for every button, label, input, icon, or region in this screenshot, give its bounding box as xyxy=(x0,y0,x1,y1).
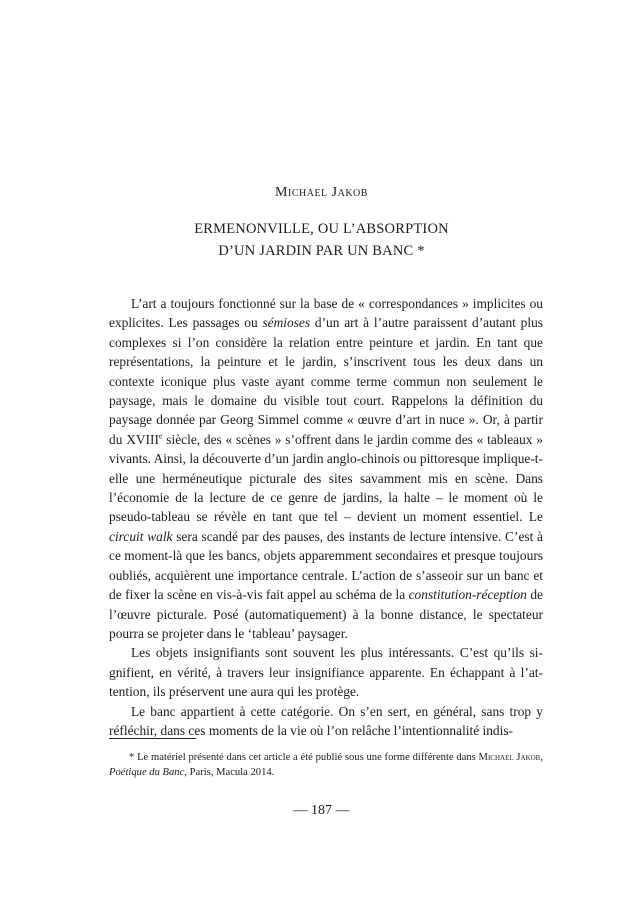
article-title xyxy=(0,218,643,262)
paragraph-1-italic-semioses: sémioses xyxy=(262,315,311,331)
paragraph-1-text-a: L’art a toujours fonctionné sur la base de « correspondances » implicites ou explicites. Les passages ou xyxy=(109,296,543,331)
paragraph-1-italic-constitution: constitution-réception xyxy=(408,587,527,603)
paragraph-1-superscript: e xyxy=(158,431,163,441)
footnote-text-e: , Paris, Macula 2014. xyxy=(184,767,275,778)
title-line-2: D’UN JARDIN PAR UN BANC * xyxy=(218,243,425,259)
paragraph-3: Le banc appartient à cette catégorie. On s’en sert, en général, sans trop y réfléchir, dans ces moments de la vie où l’on relâche l’intentionnalité indis- xyxy=(109,703,543,738)
author-name: Michael Jakob xyxy=(275,185,368,200)
footnote-author: Michael Jakob xyxy=(478,752,541,763)
paragraph-1-text-g: sera scandé par des pauses, des instants de lecture intensive. C’est à ce moment-là que les bancs, objets apparemment secondaires et presque toujours oubliés, acquièrent une importance centrale. L’action de s’asseoir sur un banc et de fixer la scène en vis-à-vis fait appel au schéma de la xyxy=(109,528,543,603)
paragraph-1-text-e: siècle, des « scènes » s’offrent dans le jardin comme des « tableaux » vivants. Ainsi, la découverte d’un jardin anglo-chinois ou pittoresque implique-t-elle une herméneutique picturale des sites savamment mis en scène. Dans l’économie de la lecture de ce genre de jardins, la halte – le moment où le pseudo-tableau se révèle en tant que tel – devient un moment essentiel. Le xyxy=(109,431,543,525)
footnote xyxy=(109,750,543,780)
paragraph-1-text-c: d’un art à l’autre paraissent d’autant plus complexes si l’on considère la relation entre peinture et jardin. En tant que représentations, la peinture et le jardin, s’inscrivent tous les deux dans un contexte iconique plus vaste ayant comme terme commun non seulement le paysage, mais le domaine du visible tout court. Rappelons la définition du paysage donnée par Georg Simmel comme « œuvre d’art in nuce ». Or, à partir du XVIII xyxy=(109,315,543,447)
footnote-text-c: , xyxy=(540,752,544,763)
title-line-1: ERMENONVILLE, OU L’ABSORPTION xyxy=(194,221,449,237)
page-number: — 187 — xyxy=(293,803,350,818)
footnote-text-a: * Le matériel présenté dans cet article a été publié sous une forme différente dans xyxy=(129,752,479,763)
paragraph-1-italic-circuit-walk: circuit walk xyxy=(109,528,173,544)
paragraph-1-text-i: de l’œuvre picturale. Posé (automatiquement) à la bonne distance, le spectateur pourra se projeter dans le ‘tableau’ paysager. xyxy=(109,587,543,641)
paragraph-2: Les objets insignifiants sont souvent les plus intéressants. C’est qu’ils signifient, en vérité, à travers leur insignifiance apparente. En échappant à l’attention, ils préservent une aura qui les protège. xyxy=(109,645,543,700)
footnote-rule xyxy=(109,738,196,739)
paragraph-1 xyxy=(109,294,543,643)
article-body xyxy=(109,294,543,740)
footnote-book-title: Poétique du Banc xyxy=(109,767,185,778)
